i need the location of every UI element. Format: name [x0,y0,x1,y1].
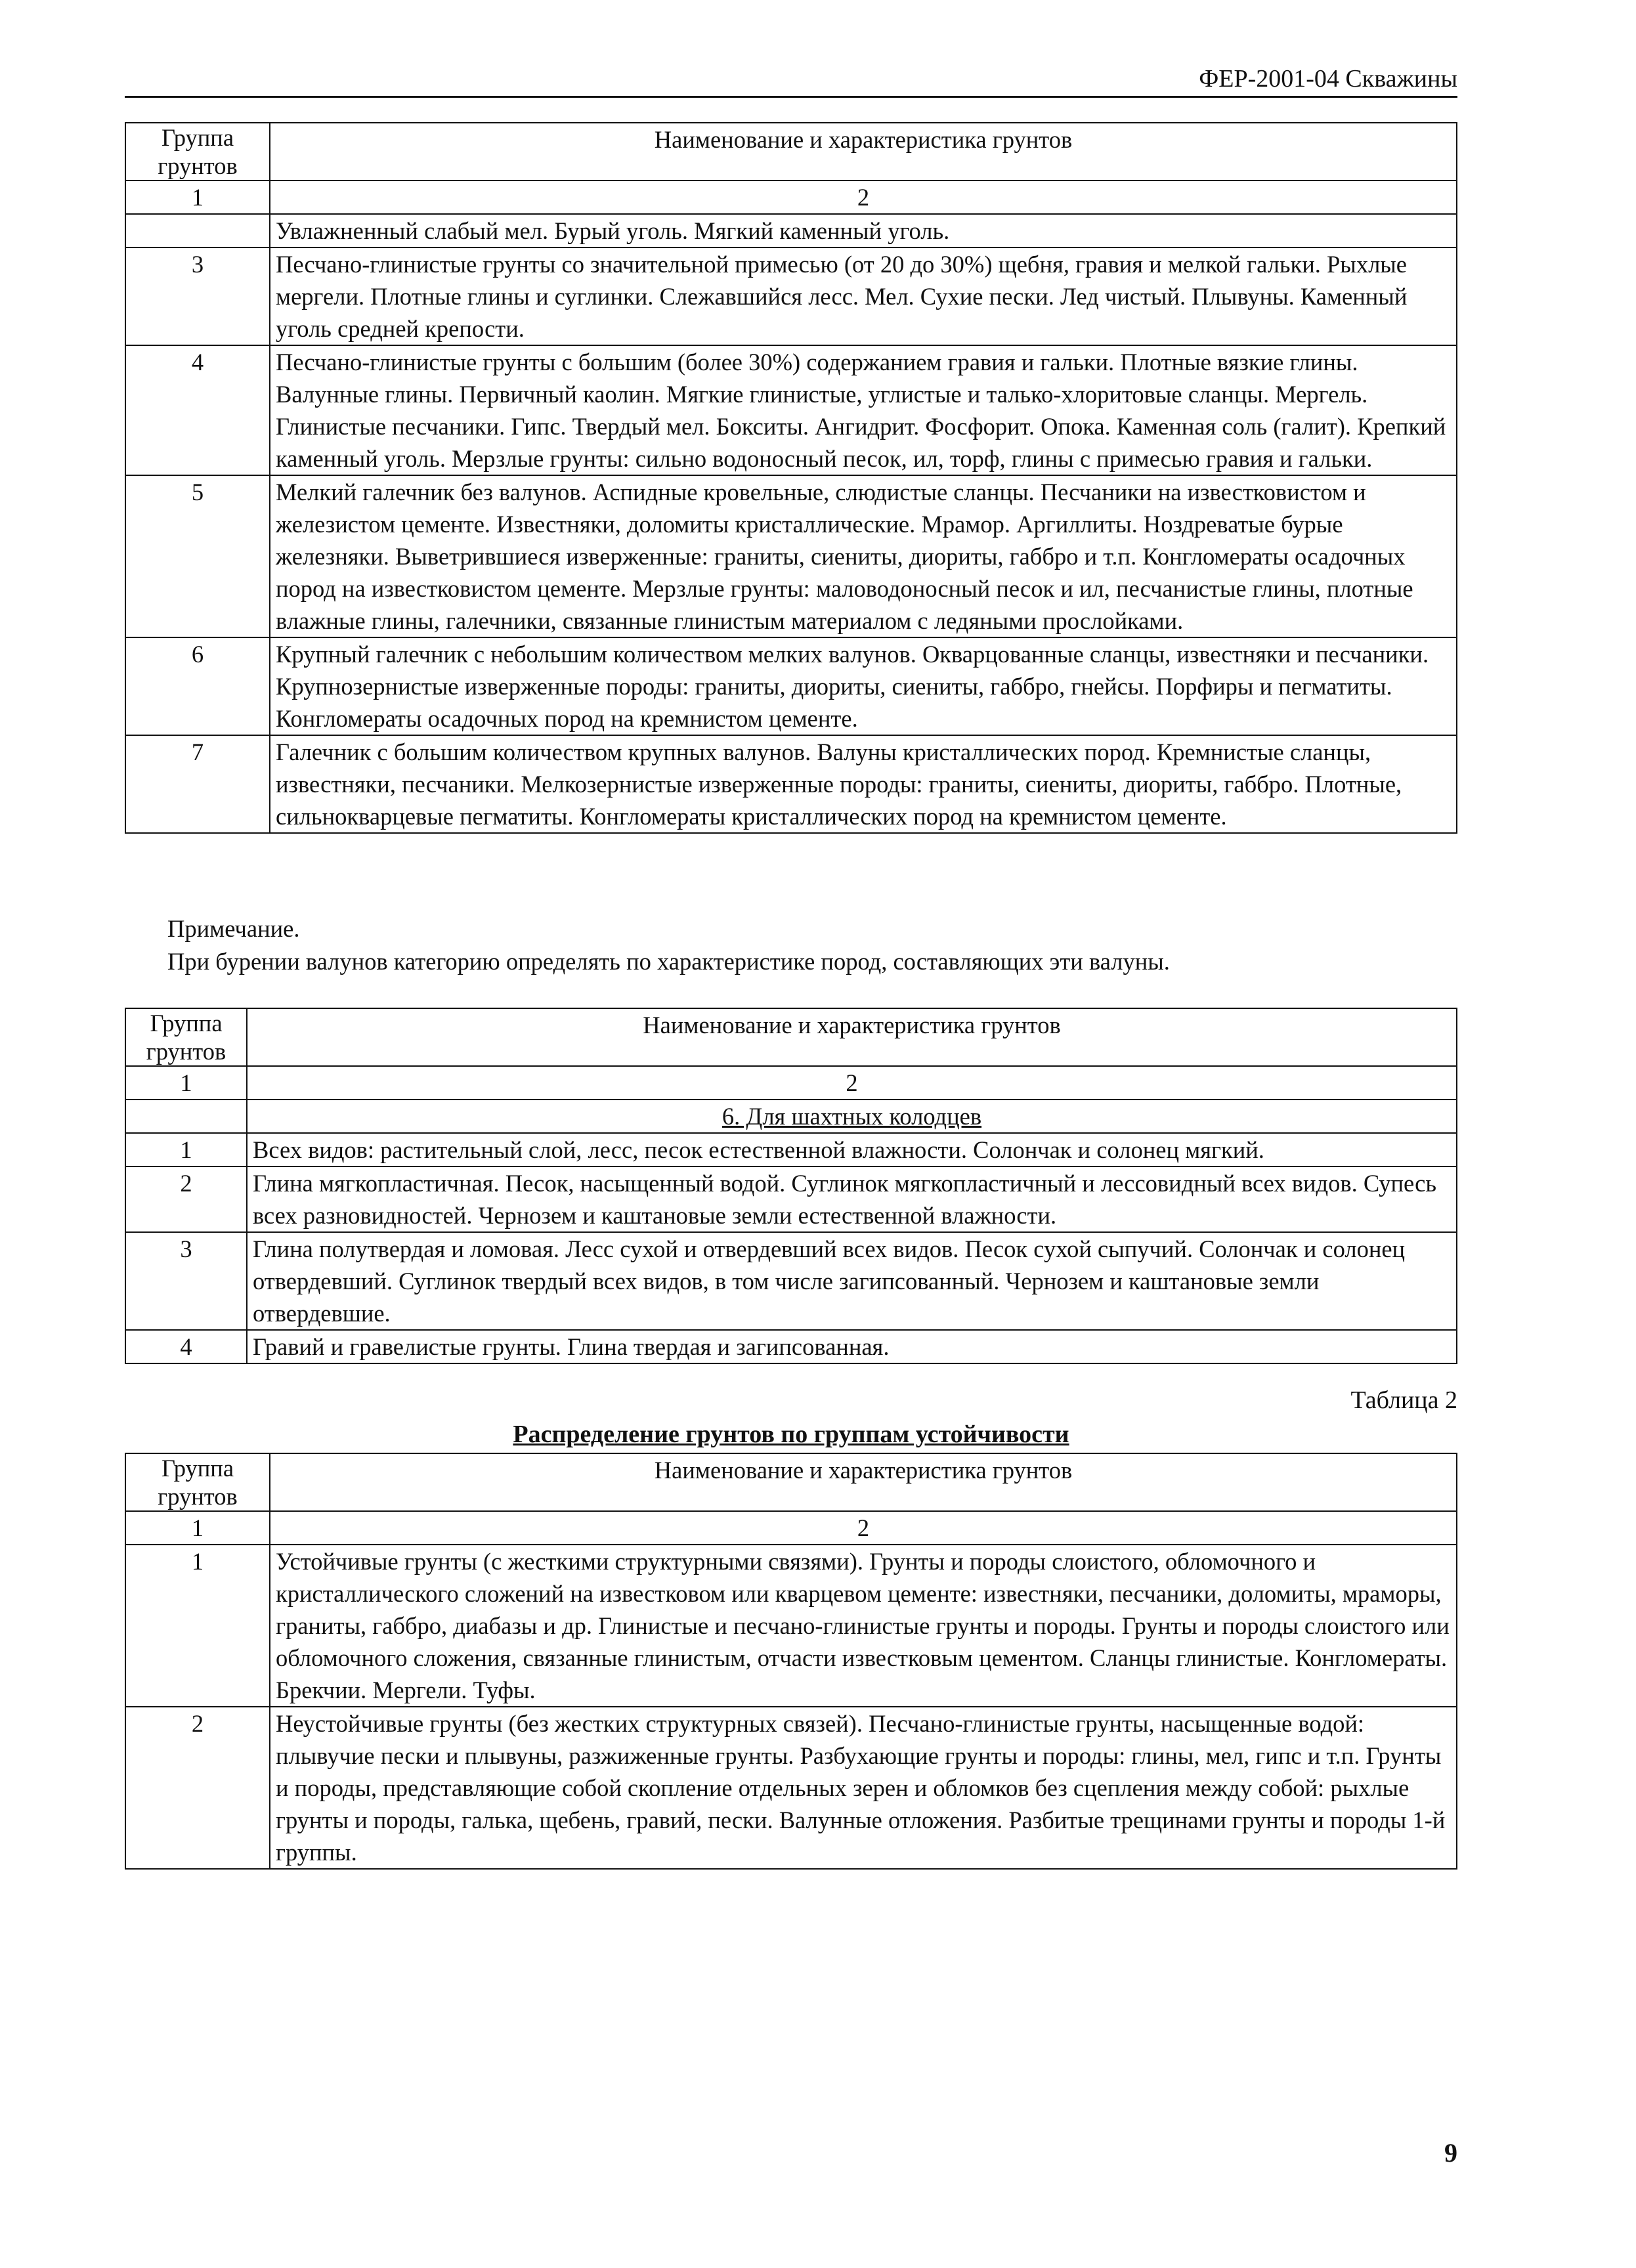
description-cell: Песчано-глинистые грунты со значительной примесью (от 20 до 30%) щебня, гравия и мелкой гальки. Рыхлые мергели. Плотные глины и суглинки. Слежавшийся лесс. Мел. Сухие пески. Лед чистый. Плывуны. Каменный уголь средней крепости. [270,247,1457,345]
section-empty-cell [125,1100,247,1133]
group-cell: 4 [125,345,270,475]
note-text: При бурении валунов категорию определять по характеристике пород, составляющих эти валуны. [167,948,1170,975]
description-cell: Увлажненный слабый мел. Бурый уголь. Мягкий каменный уголь. [270,214,1457,247]
group-cell [125,214,270,247]
table-row [125,247,1457,345]
group-cell: 3 [125,1232,247,1330]
running-header: ФЕР-2001-04 Скважины [125,64,1457,98]
column-number-row [125,181,1457,214]
table-row [125,214,1457,247]
table-row [125,345,1457,475]
column-header-description: Наименование и характеристика грунтов [247,1008,1457,1066]
table-row [125,475,1457,637]
column-number-2: 2 [247,1066,1457,1100]
column-number-2: 2 [270,181,1457,214]
table-row [125,1330,1457,1363]
table-row [125,1707,1457,1869]
description-cell: Устойчивые грунты (с жесткими структурными связями). Грунты и породы слоистого, обломочного и кристаллического сложений на известковом или кварцевом цементе: известняки, песчаники, доломиты, мраморы, граниты, габбро, диабазы и др. Глинистые и песчано-глинистые грунты и породы. Грунты и породы слоистого или обломочного сложения, связанные глинистым, отчасти известковым цементом. Сланцы глинистые. Конгломераты. Брекчии. Мергели. Туфы. [270,1545,1457,1707]
stability-groups-table [125,1453,1457,1870]
description-cell: Крупный галечник с небольшим количеством мелких валунов. Окварцованные сланцы, известняки и песчаники. Крупнозернистые изверженные породы: граниты, диориты, сиениты, габбро, гнейсы. Порфиры и пегматиты. Конгломераты осадочных пород на кремнистом цементе. [270,637,1457,735]
description-cell: Галечник с большим количеством крупных валунов. Валуны кристаллических пород. Кремнистые сланцы, известняки, песчаники. Мелкозернистые изверженные породы: граниты, сиениты, диориты, габбро. Плотные, сильнокварцевые пегматиты. Конгломераты кристаллических пород на кремнистом цементе. [270,735,1457,833]
column-number-1: 1 [125,1511,270,1545]
group-cell: 7 [125,735,270,833]
table-row [125,1166,1457,1232]
table-row [125,637,1457,735]
group-cell: 2 [125,1707,270,1869]
table-caption: Таблица 2 [1350,1386,1457,1414]
table-header-row [125,123,1457,181]
table-row [125,1232,1457,1330]
table-header-row [125,1453,1457,1511]
section-title [247,1100,1457,1133]
column-header-group: Группа грунтов [125,1453,270,1511]
column-header-group: Группа грунтов [125,123,270,181]
description-cell: Неустойчивые грунты (без жестких структурных связей). Песчано-глинистые грунты, насыщенные водой: плывучие пески и плывуны, разжиженные грунты. Разбухающие грунты и породы: глины, мел, гипс и т.п. Грунты и породы, представляющие собой скопление отдельных зерен и обломков без сцепления между собой: рыхлые грунты и породы, галька, щебень, гравий, пески. Валунные отложения. Разбитые трещинами грунты и породы 1-й группы. [270,1707,1457,1869]
description-cell: Мелкий галечник без валунов. Аспидные кровельные, слюдистые сланцы. Песчаники на известковистом и железистом цементе. Известняки, доломиты кристаллические. Мрамор. Аргиллиты. Ноздреватые бурые железняки. Выветрившиеся изверженные: граниты, сиениты, диориты, габбро и т.п. Конгломераты осадочных пород на известковистом цементе. Мерзлые грунты: маловодоносный песок и ил, песчанистые глины, плотные влажные глины, галечники, связанные глинистым материалом с ледяными прослойками. [270,475,1457,637]
description-cell: Гравий и гравелистые грунты. Глина твердая и загипсованная. [247,1330,1457,1363]
table-row [125,1545,1457,1707]
column-header-group: Группа грунтов [125,1008,247,1066]
section-title-text: 6. Для шахтных колодцев [721,1103,982,1130]
table-row [125,1133,1457,1166]
table-row [125,735,1457,833]
column-number-2: 2 [270,1511,1457,1545]
group-cell: 6 [125,637,270,735]
section-row [125,1100,1457,1133]
soil-groups-table-wells [125,1008,1457,1364]
column-number-row [125,1066,1457,1100]
group-cell: 5 [125,475,270,637]
column-header-description: Наименование и характеристика грунтов [270,1453,1457,1511]
column-number-1: 1 [125,1066,247,1100]
description-cell: Песчано-глинистые грунты с большим (более 30%) содержанием гравия и гальки. Плотные вязкие глины. Валунные глины. Первичный каолин. Мягкие глинистые, углистые и талько-хлоритовые сланцы. Мергель. Глинистые песчаники. Гипс. Твердый мел. Бокситы. Ангидрит. Фосфорит. Опока. Каменная соль (галит). Крепкий каменный уголь. Мерзлые грунты: сильно водоносный песок, ил, торф, глины с примесью гравия и гальки. [270,345,1457,475]
table-title [125,1420,1457,1449]
group-cell: 1 [125,1545,270,1707]
group-cell: 4 [125,1330,247,1363]
description-cell: Всех видов: растительный слой, лесс, песок естественной влажности. Солончак и солонец мягкий. [247,1133,1457,1166]
description-cell: Глина полутвердая и ломовая. Лесс сухой и отвердевший всех видов. Песок сухой сыпучий. Солончак и солонец отвердевший. Суглинок твердый всех видов, в том числе загипсованный. Чернозем и каштановые земли отвердевшие. [247,1232,1457,1330]
note-title: Примечание. [167,915,300,942]
column-number-1: 1 [125,181,270,214]
table-title-text: Распределение грунтов по группам устойчивости [513,1421,1069,1448]
group-cell: 1 [125,1133,247,1166]
group-cell: 2 [125,1166,247,1232]
page-number: 9 [1444,2138,1457,2168]
group-cell: 3 [125,247,270,345]
column-header-description: Наименование и характеристика грунтов [270,123,1457,181]
soil-groups-table-drilling [125,122,1457,834]
table-header-row [125,1008,1457,1066]
description-cell: Глина мягкопластичная. Песок, насыщенный водой. Суглинок мягкопластичный и лессовидный всех видов. Супесь всех разновидностей. Чернозем и каштановые земли естественной влажности. [247,1166,1457,1232]
column-number-row [125,1511,1457,1545]
